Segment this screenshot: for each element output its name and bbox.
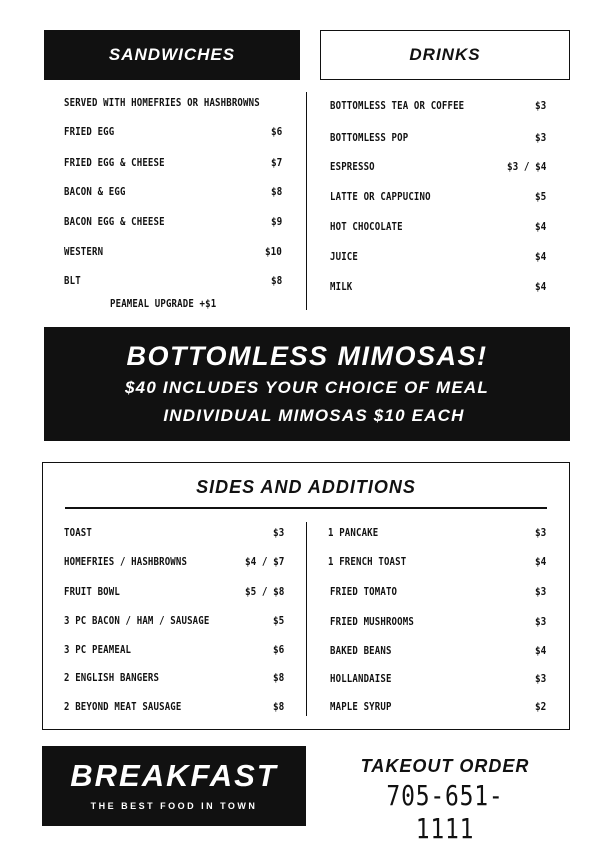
sandwich-price: $6: [270, 125, 282, 138]
drink-item: ESPRESSO: [330, 160, 375, 173]
takeout-block: [340, 756, 550, 845]
drink-price: $4: [534, 220, 546, 233]
drink-item: BOTTOMLESS TEA OR COFFEE: [330, 99, 465, 112]
sides-title-underline: [65, 507, 547, 509]
side-item: HOLLANDAISE: [330, 672, 392, 685]
drink-item: HOT CHOCOLATE: [330, 220, 403, 233]
side-price: $6: [272, 643, 284, 656]
sandwiches-note: SERVED WITH HOMEFRIES OR HASHBROWNS: [64, 96, 260, 109]
sandwich-item: WESTERN: [64, 245, 104, 258]
side-item: 1 FRENCH TOAST: [328, 555, 407, 568]
drink-price: $3: [534, 99, 546, 112]
side-item: HOMEFRIES / HASHBROWNS: [64, 555, 188, 568]
drink-item: BOTTOMLESS POP: [330, 131, 409, 144]
side-item: 2 BEYOND MEAT SAUSAGE: [64, 700, 182, 713]
brand-tagline: THE BEST FOOD IN TOWN: [90, 801, 258, 811]
side-price: $4: [534, 555, 546, 568]
side-item: 3 PC BACON / HAM / SAUSAGE: [64, 614, 210, 627]
sandwich-item: BACON & EGG: [64, 185, 126, 198]
side-item: FRIED MUSHROOMS: [330, 615, 414, 628]
side-price: $3: [534, 585, 546, 598]
sandwich-price: $10: [265, 245, 282, 258]
side-item: 1 PANCAKE: [328, 526, 379, 539]
sandwich-item: FRIED EGG: [64, 125, 115, 138]
mimosa-banner: [44, 327, 570, 441]
sandwich-item: BLT: [64, 274, 81, 287]
side-price: $3: [534, 526, 546, 539]
side-price: $8: [272, 700, 284, 713]
drink-price: $4: [534, 250, 546, 263]
sandwich-item: FRIED EGG & CHEESE: [64, 156, 165, 169]
sandwich-price: $9: [270, 215, 282, 228]
top-column-divider: [306, 92, 307, 310]
side-price: $4: [534, 644, 546, 657]
side-item: 3 PC PEAMEAL: [64, 643, 132, 656]
side-price: $4 / $7: [244, 555, 284, 568]
drink-price: $3: [534, 131, 546, 144]
drink-price: $3 / $4: [506, 160, 546, 173]
sandwiches-upgrade: PEAMEAL UPGRADE +$1: [110, 297, 217, 310]
drinks-title: DRINKS: [409, 45, 481, 64]
sandwich-price: $8: [270, 274, 282, 287]
side-item: BAKED BEANS: [330, 644, 392, 657]
side-item: TOAST: [64, 526, 92, 539]
drink-item: JUICE: [330, 250, 358, 263]
brand-title: BREAKFAST: [70, 758, 278, 793]
side-item: MAPLE SYRUP: [330, 700, 392, 713]
sandwich-price: $8: [270, 185, 282, 198]
drink-price: $5: [534, 190, 546, 203]
sandwiches-header: [44, 30, 300, 80]
side-price: $2: [534, 700, 546, 713]
banner-line-1: $40 INCLUDES YOUR CHOICE OF MEAL: [125, 378, 489, 397]
sandwiches-title: SANDWICHES: [108, 45, 236, 64]
side-item: 2 ENGLISH BANGERS: [64, 671, 160, 684]
side-price: $3: [272, 526, 284, 539]
sides-column-divider: [306, 522, 307, 716]
side-price: $3: [534, 615, 546, 628]
drink-item: MILK: [330, 280, 353, 293]
banner-line-2: INDIVIDUAL MIMOSAS $10 EACH: [163, 406, 465, 425]
drink-price: $4: [534, 280, 546, 293]
drink-item: LATTE OR CAPPUCINO: [330, 190, 431, 203]
takeout-label: TAKEOUT ORDER: [360, 756, 530, 776]
brand-block: [42, 746, 306, 826]
side-price: $5: [272, 614, 284, 627]
takeout-phone[interactable]: 705-651-1111: [386, 779, 504, 845]
side-item: FRUIT BOWL: [64, 585, 120, 598]
sides-title: SIDES AND ADDITIONS: [196, 477, 416, 497]
sandwich-price: $7: [270, 156, 282, 169]
side-price: $5 / $8: [244, 585, 284, 598]
side-item: FRIED TOMATO: [330, 585, 398, 598]
banner-title: BOTTOMLESS MIMOSAS!: [126, 341, 488, 371]
side-price: $3: [534, 672, 546, 685]
drinks-header: [320, 30, 570, 80]
sandwich-item: BACON EGG & CHEESE: [64, 215, 165, 228]
side-price: $8: [272, 671, 284, 684]
